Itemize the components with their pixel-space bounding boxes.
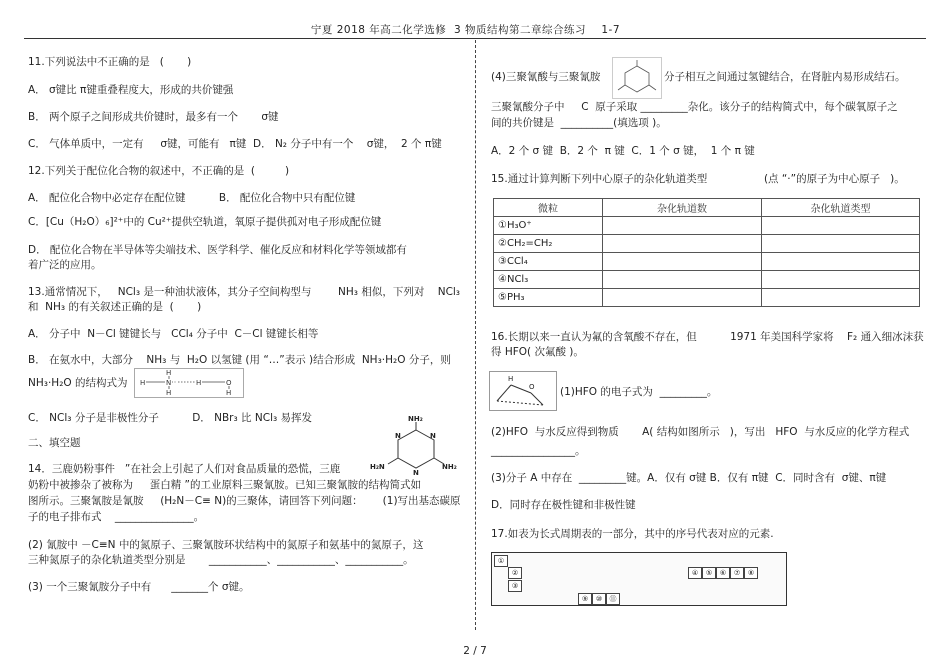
header-title: 宁夏 2018 年高二化学选修 3 物质结构第二章综合练习 1-7 [310, 24, 620, 36]
periodic-cell: ⑤ [702, 567, 716, 579]
svg-text:H: H [166, 389, 172, 397]
periodic-cell: ④ [688, 567, 702, 579]
q13-option-cd: C． NCl₃ 分子是非极性分子 D． NBr₃ 比 NCl₃ 易挥发 [28, 412, 313, 424]
answer-cell[interactable] [762, 235, 920, 253]
svg-text:H: H [196, 379, 202, 387]
q14-line-1: 14．三鹿奶粉事件 ”在社会上引起了人们对食品质量的恐慌，三鹿 [28, 463, 341, 475]
periodic-cell: ⑥ [716, 567, 730, 579]
q15-table [493, 198, 920, 307]
answer-cell[interactable] [762, 217, 920, 235]
page-number: 2 / 7 [463, 645, 487, 657]
svg-text:H: H [508, 375, 514, 383]
answer-cell[interactable] [762, 271, 920, 289]
svg-text:O: O [529, 383, 535, 391]
q14-4-line-1a: (4)三聚氰酸与三聚氰胺 [491, 71, 601, 83]
q16-line-2: 得 HFO( 次氟酸 )。 [491, 346, 584, 358]
answer-cell[interactable] [603, 271, 762, 289]
melamine-nh2-right: NH₂ [442, 463, 457, 471]
svg-text:N: N [166, 379, 172, 387]
q15-row-5: ⑤PH₃ [494, 289, 603, 307]
melamine-structure [370, 416, 462, 478]
cyanuric-acid-structure [612, 57, 662, 99]
melamine-h2n-left: H₂N [370, 463, 385, 471]
svg-text:H: H [166, 369, 172, 377]
q15-stem: 15.通过计算判断下列中心原子的杂化轨道类型 (点 “·”的原子为中心原子 )。 [491, 173, 905, 185]
q11-option-a: A． σ键比 π键重叠程度大，形成的共价键强 [28, 84, 234, 96]
molecule-a-structure [489, 371, 557, 411]
svg-text:H: H [140, 379, 146, 387]
melamine-ring-n1: N [430, 432, 436, 440]
q13-stem-1: 13.通常情况下， NCl₃ 是一种油状液体，其分子空间构型与 NH₃ 相似，下列对 NCl₃ [28, 286, 461, 298]
q16-part2-a: (2)HFO 与水反应得到物质 A( 结构如图所示 )，写出 HFO 与水反应的化学方程式 [491, 426, 910, 438]
periodic-table-fragment [491, 552, 787, 606]
q15-row-2: ②CH₂=CH₂ [494, 235, 603, 253]
q14-4-options: A．2 个 σ 键 B．2 个 π 键 C．1 个 σ 键， 1 个 π 键 [491, 145, 755, 157]
q14-part3: (3) 一个三聚氰胺分子中有 _______个 σ键。 [28, 581, 250, 593]
q14-line-4: 子的电子排布式 _______________。 [28, 511, 205, 523]
q13-stem-2: 和 NH₃ 的有关叙述正确的是 ( ) [28, 301, 202, 313]
q12-stem: 12.下列关于配位化合物的叙述中，不正确的是 ( ) [28, 165, 290, 177]
q14-4-line-3: 间的共价键是 __________(填选项 )。 [491, 117, 667, 129]
answer-cell[interactable] [603, 217, 762, 235]
periodic-cell: ⑩ [592, 593, 606, 605]
answer-cell[interactable] [603, 235, 762, 253]
answer-cell[interactable] [603, 289, 762, 307]
q15-col-orbital-count: 杂化轨道数 [603, 199, 762, 217]
periodic-cell: ⑦ [730, 567, 744, 579]
q12-option-d2: 着广泛的应用。 [28, 259, 102, 271]
nh3-h2o-structure [134, 368, 244, 398]
header-rule [24, 38, 926, 39]
periodic-cell: ① [494, 555, 508, 567]
column-divider [475, 40, 476, 630]
q16-part2-b: ________________。 [491, 445, 586, 457]
q14-part2-a: (2) 氰胺中 －C≡N 中的氮原子、三聚氰胺环状结构中的氮原子和氨基中的氮原子，这 [28, 539, 424, 551]
q16-part1: (1)HFO 的电子式为 _________。 [560, 386, 718, 398]
section-heading: 二、填空题 [28, 437, 81, 449]
melamine-ring-n3: N [413, 469, 419, 477]
q15-row-4: ④NCl₃ [494, 271, 603, 289]
melamine-ring-n2: N [395, 432, 401, 440]
q16-part3: (3)分子 A 中存在 _________键。A．仅有 σ键 B．仅有 π键 C．同时含有 σ键、π键 [491, 472, 887, 484]
q16-line-1: 16.长期以来一直认为氟的含氧酸不存在，但 1971 年美国科学家将 F₂ 通入细冰沫获 [491, 331, 924, 343]
svg-text:O: O [226, 379, 232, 387]
q14-part2-b: 三种氮原子的杂化轨道类型分别是 ___________、___________、___________。 [28, 554, 414, 566]
answer-cell[interactable] [762, 289, 920, 307]
q14-line-3: 图所示。三聚氰胺是氰胺 (H₂N－C≡ N)的三聚体，请回答下列问题： (1)写出基态碳原 [28, 495, 461, 507]
q14-4-line-2: 三聚氰酸分子中 C 原子采取 _________杂化。该分子的结构简式中，每个碳氧原子之 [491, 101, 898, 113]
q14-line-2: 奶粉中被掺杂了被称为 蛋白精 ”的工业原料三聚氰胺。已知三聚氰胺的结构简式如 [28, 479, 421, 491]
answer-cell[interactable] [603, 253, 762, 271]
q15-col-particle: 微粒 [494, 199, 603, 217]
q12-option-d1: D． 配位化合物在半导体等尖端技术、医学科学、催化反应和材料化学等领域都有 [28, 244, 407, 256]
q12-option-c: C．[Cu（H₂O）₆]²⁺中的 Cu²⁺提供空轨道，氧原子提供孤对电子形成配位键 [28, 216, 382, 228]
q15-row-3: ③CCl₄ [494, 253, 603, 271]
answer-cell[interactable] [762, 253, 920, 271]
periodic-cell: ③ [508, 580, 522, 592]
q11-option-b: B． 两个原子之间形成共价键时，最多有一个 σ键 [28, 111, 279, 123]
q15-row-1: ①H₃O⁺ [494, 217, 603, 235]
q13-option-b2: NH₃·H₂O 的结构式为 [28, 377, 128, 389]
q17-stem: 17.如表为长式周期表的一部分，其中的序号代表对应的元素. [491, 528, 774, 540]
q11-option-cd: C． 气体单质中，一定有 σ键，可能有 π键 D． N₂ 分子中有一个 σ键， 2 个 π键 [28, 138, 442, 150]
q13-option-a: A． 分子中 N－Cl 键键长与 CCl₄ 分子中 C－Cl 键键长相等 [28, 328, 319, 340]
q12-option-ab: A． 配位化合物中必定存在配位键 B． 配位化合物中只有配位键 [28, 192, 356, 204]
periodic-cell: ⑨ [578, 593, 592, 605]
q15-col-orbital-type: 杂化轨道类型 [762, 199, 920, 217]
q11-stem: 11.下列说法中不正确的是 ( ) [28, 56, 192, 68]
periodic-cell: ② [508, 567, 522, 579]
q13-option-b1: B． 在氨水中，大部分 NH₃ 与 H₂O 以氢键 (用 “…”表示 )结合形成 NH₃·H₂O 分子，则 [28, 354, 451, 366]
periodic-cell: ⑪ [606, 593, 620, 605]
q14-4-line-1b: 分子相互之间通过氢键结合，在肾脏内易形成结石。 [664, 71, 906, 83]
svg-text:H: H [226, 389, 232, 397]
melamine-nh2-top: NH₂ [408, 416, 423, 423]
q16-part3-d: D．同时存在极性键和非极性键 [491, 499, 636, 511]
periodic-cell: ⑧ [744, 567, 758, 579]
